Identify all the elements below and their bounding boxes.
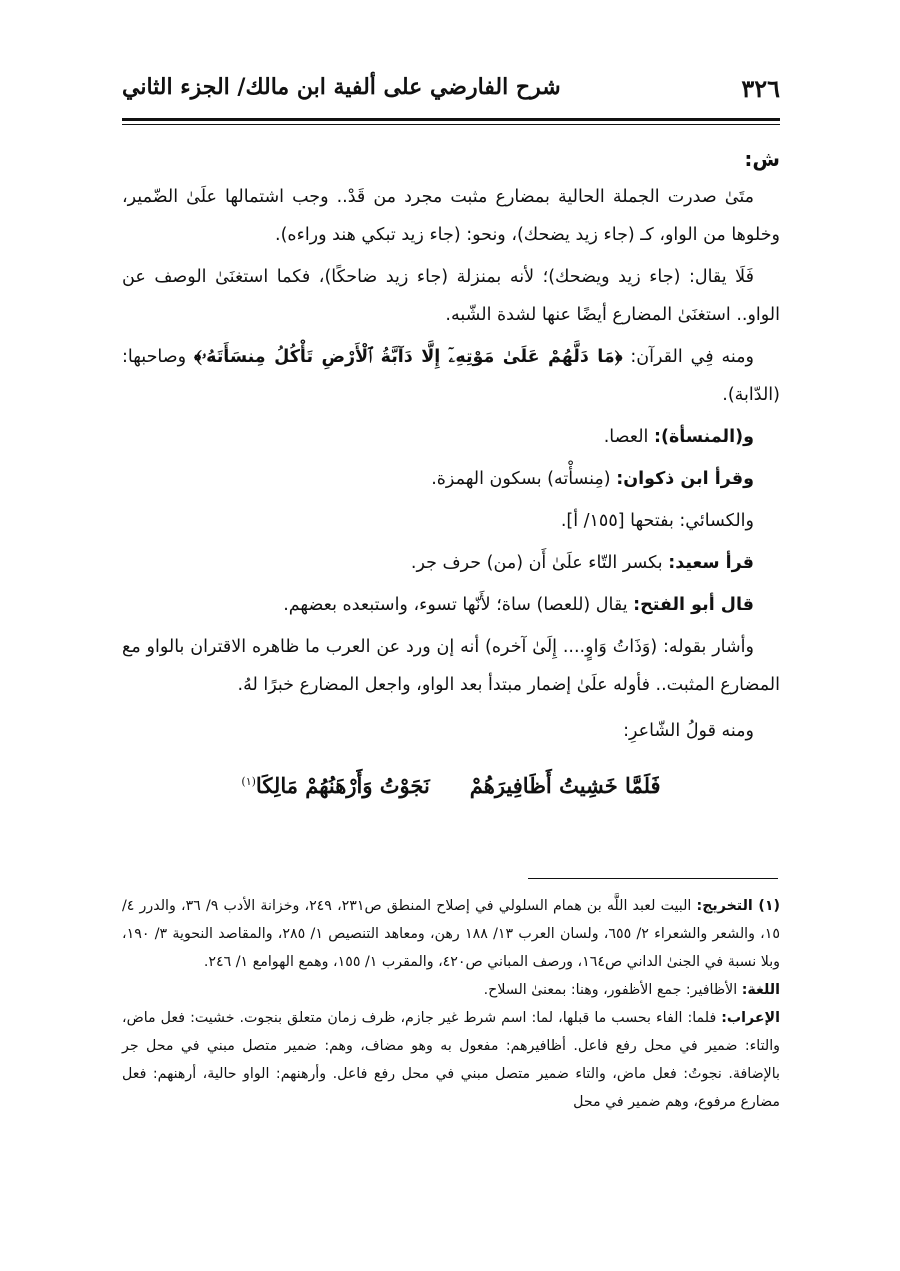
paragraph-4 xyxy=(122,418,780,456)
term-minsaa: و(المنسأة): xyxy=(653,427,754,447)
paragraph-7 xyxy=(122,544,780,582)
paragraph-9: وأشار بقوله: (وَذَاتُ وَاوٍ.... إِلَىٰ آخره) أنه إن ورد عن العرب ما ظاهره الاقتران بالواو مع المضارع المثبت.. فأوله علَىٰ إضمار مبتدأ بعد الواو، واجعل المضارع خبرًا لهُ. xyxy=(122,637,780,695)
paragraph-1: متَىٰ صدرت الجملة الحالية بمضارع مثبت مجرد من قَدْ.. وجب اشتمالها علَىٰ الضّمير، وخلوها من الواو، كـ (جاء زيد يضحك)، ونحو: (جاء زيد تبكي هند وراءه). xyxy=(122,187,780,245)
header-rule-thick xyxy=(122,118,780,121)
footnote-irab-text: فلما: الفاء بحسب ما قبلها، لما: اسم شرط غير جازم، ظرف زمان متعلق بنجوت. خشيت: فعل ماض، والتاء: ضمير في محل رفع فاعل. أظافيرهم: مفعول به وهو مضاف، وهم: ضمير متصل مبني في محل جر بالإضافة. نجوتُ: فعل ماض، والتاء ضمير متصل مبني في محل رفع فاعل. وأرهنهم: الواو حالية، أرهنهم: فعل مضارع مرفوع، وهم ضمير في محل xyxy=(122,1010,780,1110)
reader-ibn-dhakwan: وقرأ ابن ذكوان: xyxy=(616,469,754,489)
footnote-marker: (١) xyxy=(241,775,256,788)
footnote-irab xyxy=(122,1004,780,1116)
commentary-label: ش: xyxy=(744,147,780,171)
paragraph-3-intro: ومنه فِي القرآن: xyxy=(622,347,754,367)
paragraph-4-rest: العصا. xyxy=(603,427,654,447)
paragraph-6: والكسائي: بفتحها [١٥٥/ أ]. xyxy=(560,511,754,531)
paragraph-3-tail: وصاحبها: (الدّابة). xyxy=(122,347,780,405)
paragraph-2: فَلَا يقال: (جاء زيد ويضحك)؛ لأنه بمنزلة (جاء زيد ضاحكًا)، فكما استغنَىٰ الوصف عن الواو.. استغنَىٰ المضارع أيضًا عنها لشدة الشّبه. xyxy=(122,267,780,325)
running-title: شرح الفارضي على ألفية ابن مالك/ الجزء الثاني xyxy=(122,74,561,100)
footnote-takhrij xyxy=(122,892,780,976)
reader-said: قرأ سعيد: xyxy=(668,553,754,573)
footnote-lugha-label: اللغة: xyxy=(741,982,780,998)
main-text xyxy=(122,140,780,810)
paragraph-8-rest: يقال (للعصا) ساة؛ لأَنّها تسوء، واستبعده بعضهم. xyxy=(283,595,634,615)
verse-second-hemistich: نَجَوْتُ وَأَرْهَنُهُمْ مَالِكَا xyxy=(255,773,430,798)
footnote-lugha xyxy=(122,976,780,1004)
header-rule-thin xyxy=(122,124,780,125)
footnote-irab-label: الإعراب: xyxy=(721,1010,780,1026)
paragraph-5 xyxy=(122,460,780,498)
verse-first-hemistich: فَلَمَّا خَشِيتُ أَظَافِيرَهُمْ xyxy=(469,773,661,798)
quran-verse: ﴿مَا دَلَّهُمْ عَلَىٰ مَوْتِهِۦٓ إِلَّا دَآبَّةُ ٱلْأَرْضِ تَأْكُلُ مِنسَأَتَهُۥ﴾ xyxy=(193,347,623,367)
footnote-takhrij-text: البيت لعبد اللَّه بن همام السلولي في إصلاح المنطق ص٢٣١، ٢٤٩، وخزانة الأدب ٩/ ٣٦، والدرر ٤/ ١٥، والشعر والشعراء ٢/ ٦٥٥، ولسان العرب ١٣/ ١٨٨ رهن، ومعاهد التنصيص ١/ ٢٨٥، والمقاصد النحوية ٣/ ١٩٠، وبلا نسبة في الجنىٰ الداني ص١٦٤، ورصف المباني ص٤٢٠، والمقرب ١/ ١٥٥، وهمع الهوامع ١/ ٢٤٦. xyxy=(122,898,781,970)
page-number: ٣٢٦ xyxy=(741,74,780,103)
paragraph-3 xyxy=(122,338,780,414)
footnotes xyxy=(122,892,780,1116)
paragraph-7-rest: بكسر التّاء علَىٰ أَن (من) حرف جر. xyxy=(410,553,669,573)
page-header xyxy=(122,72,780,112)
abu-al-fath: قال أبو الفتح: xyxy=(633,595,754,615)
footnote-lugha-text: الأظافير: جمع الأظفور، وهنا: بمعنىٰ السلاح. xyxy=(483,982,742,998)
paragraph-10: ومنه قولُ الشّاعرِ: xyxy=(623,721,754,741)
footnote-separator xyxy=(528,878,778,879)
paragraph-8 xyxy=(122,586,780,624)
poetry-verse xyxy=(122,758,780,810)
paragraph-5-rest: (مِنسأْته) بسكون الهمزة. xyxy=(431,469,617,489)
footnote-takhrij-label: (١) التخريج: xyxy=(696,898,780,914)
